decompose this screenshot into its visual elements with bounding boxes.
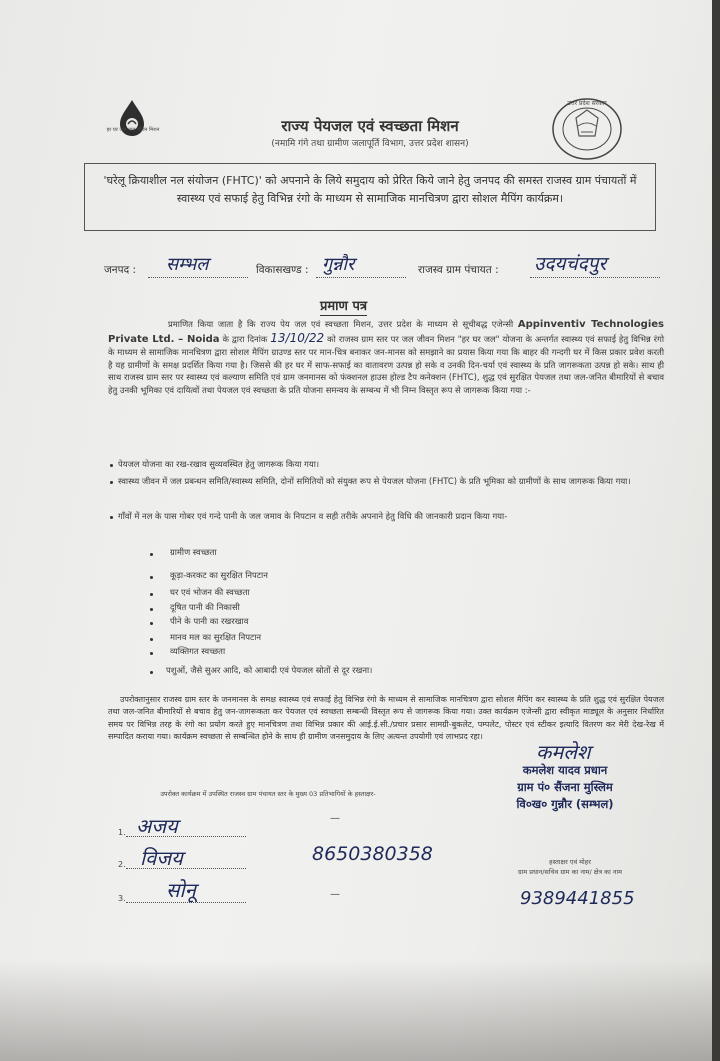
bullet-dot [110,481,113,484]
participant-number: 2. [118,860,126,869]
list-item: मानव मल का सुरक्षित निपटान [170,632,262,642]
district-line [148,277,248,278]
programme-notice-box: 'घरेलू क्रियाशील नल संयोजन (FHTC)' को अपनाने के लिये समुदाय को प्रेरित किये जाने हेतु जनपद की समस्त राजस्व ग्राम पंचायतों में स्वास्थ्य एवं सफाई हेतु विभिन्न रंगो के माध्यम से सामाजिक मानचित्रण द्वारा सोशल मैपिंग कार्यक्रम। [84,163,656,231]
svg-text:उत्तर प्रदेश सरकार: उत्तर प्रदेश सरकार [567,100,607,107]
participants-heading: उपरोक्त कार्यक्रम में उपस्थित राजस्व ग्राम पंचायत स्तर के मुख्य 03 प्रतिभागियों के हस्ताक्षर- [160,790,376,798]
certificate-paragraph-2: उपरोक्तानुसार राजस्व ग्राम स्तर के जनमानस के समक्ष स्वास्थ्य एवं सफाई हेतु विभिन्न रंगो के माध्यम से सामाजिक मानचित्रण द्वारा सोशल मैपिंग कर स्वास्थ्य के प्रति शुद्ध एवं सुरक्षित पेयजल तथा जल-जनित बीमारियों से बचाव हेतु जन-जागरूकता कर पेयजल एवं स्वच्छता सम्बन्धी विस्तृत रूप से जागरूक किया गया। उक्त कार्यक्रम एजेन्सी द्वारा स्वीकृत माड्यूल के अनुसार निर्धारित समय पर विभिन्न तरह के रंगो का प्रयोग करते हुए मानचित्रण तथा विभिन्न प्रकार की आई.ई.सी./प्रचार प्रसार सामग्री-बुकलेट, पम्पलेट, पोस्टर एवं स्टीकर इत्यादि वितरण कर मेरी देख-रेख में सम्पादित कराया गया। कार्यक्रम स्वच्छता से सम्बन्धित होने के साथ ही ग्रामीण जनसमुदाय के लिए अत्यन्त उपयोगी एवं लाभप्रद रहा। [108,695,664,742]
stamp-line: कमलेश यादव प्रधान [522,763,608,777]
participant-phone: 8650380358 [312,843,433,865]
list-item: कूड़ा-करकट का सुरक्षित निपटान [170,570,268,580]
signatory-details-label: ग्राम प्रधान/सचिव ग्राम का नाम/ क्षेत्र का नाम [517,868,623,876]
list-dot [150,652,153,655]
stamp-line: ग्राम पं० सैंजना मुस्लिम [517,780,613,794]
para1-start: प्रमाणित किया जाता है कि राज्य पेय जल एवं स्वच्छता मिशन, उत्तर प्रदेश के माध्यम से सूचीबद्ध एजेन्सी [168,319,514,329]
logo-caption: हर घर जल जल जीवन मिशन [106,127,160,133]
page-shadow [0,960,712,1061]
participant-name: सोनू [166,878,196,902]
agency-name: Appinventiv Technologies Private Ltd. – Noida [108,319,665,345]
certificate-title: प्रमाण पत्र [320,296,367,316]
list-dot [150,593,153,596]
page-subtitle: (नमामि गंगे तथा ग्रामीण जलापूर्ति विभाग, उत्तर प्रदेश शासन) [271,139,469,149]
participant-phone: — [330,889,340,900]
pradhan-phone: 9389441855 [520,888,635,909]
district-label: जनपद : [104,264,137,276]
list-dot [150,608,153,611]
list-item: पशुओं, जैसे सुअर आदि, को आबादी एवं पेयजल स्रोतों से दूर रखना। [166,665,373,675]
district-value: सम्भल [166,254,209,275]
participant-number: 1. [118,828,126,837]
gram-panchayat-label: राजस्व ग्राम पंचायत : [418,264,499,276]
bullet-item: गाँवों में नल के पास गोबर एवं गन्दे पानी के जल जमाव के निपटान व सही तरीके अपनाने हेतु विधि की जानकारी प्रदान किया गया- [118,511,508,521]
bullet-item: पेयजल योजना का रख-रखाव सुव्यवस्थित हेतु जागरूक किया गया। [118,459,320,469]
list-item: ग्रामीण स्वच्छता [170,547,217,557]
para1-mid: के द्वारा दिनांक [222,333,268,344]
programme-date: 13/10/22 [270,330,325,345]
gram-panchayat-value: उदयचंदपुर [534,253,607,275]
list-item: घर एवं भोजन की स्वच्छता [170,587,250,597]
signature-label: हस्ताक्षर एवं मोहर [549,858,591,866]
list-dot [150,553,153,556]
gram-panchayat-line [530,277,660,278]
page-title: राज्य पेयजल एवं स्वच्छता मिशन [281,117,459,135]
stamp-line: वि०ख० गुन्नौर (सम्भल) [516,797,614,811]
participant-name: विजय [140,846,183,870]
list-item: व्यक्तिगत स्वच्छता [170,646,226,656]
block-label: विकासखण्ड : [256,264,309,276]
participant-phone: — [330,813,340,824]
bullet-dot [110,516,113,519]
list-dot [150,622,153,625]
list-item: पीने के पानी का रखरखाव [170,616,249,626]
bullet-dot [110,464,113,467]
certificate-paragraph-1 [108,318,664,397]
list-item: दूषित पानी की निकासी [170,602,240,612]
participant-name: अजय [136,814,178,838]
block-value: गुन्नौर [322,254,355,275]
list-dot [150,576,153,579]
list-dot [150,671,153,674]
list-dot [150,638,153,641]
block-line [316,277,406,278]
bullet-item: स्वास्थ्य जीवन में जल प्रबन्धन समिति/स्वास्थ्य समिति, दोनों समितियों को संयुक्त रूप से पेयजल योजना (FHTC) के प्रति भूमिका को ग्रामीणों के साथ जागरूक किया गया। [118,476,631,486]
participant-number: 3. [118,894,126,903]
para1-rest: को राजस्व ग्राम स्तर पर जल जीवन मिशन "हर घर जल" योजना के अन्तर्गत स्वास्थ्य एवं सफाई हेतु विभिन्न रंगो के माध्यम से सामाजिक मानचित्रण द्वारा सोशल मैपिंग ग्राउण्ड स्तर पर मान-चित्र बनाकर जन-मानस को समझाने का प्रयास किया गया कि बाहर की गन्दगी घर में किस प्रकार प्रवेश करती है यह ग्रामीणों के समक्ष प्रदर्शित किया गया है। जिससे की हर घर में साफ-सफाई का वातावरण उत्पन्न हो सके व उनकी दिन-चर्या एवं स्वास्थ्य के प्रति जागरूकता उत्पन्न हो सके। साथ ही साथ राजस्व ग्राम स्तर पर स्वास्थ्य एवं कल्याण समिति एवं ग्राम जनमानस को फंक्शनल हाउस होल्ड टैप कनेक्शन (FHTC), शुद्ध एवं सुरक्षित पेयजल तथा जल-जनित बीमारियों से बचाव हेतु उनकी भूमिका एवं दायित्वों तथा पेयजल एवं स्वच्छता के प्रति योजना समन्वय के सम्बन्ध में भी निम्न विस्तृत रूप से जागरूक किया गया :- [108,333,664,395]
pradhan-stamp [480,762,650,813]
pradhan-signature: कमलेश [536,740,591,764]
up-government-seal [548,96,626,162]
